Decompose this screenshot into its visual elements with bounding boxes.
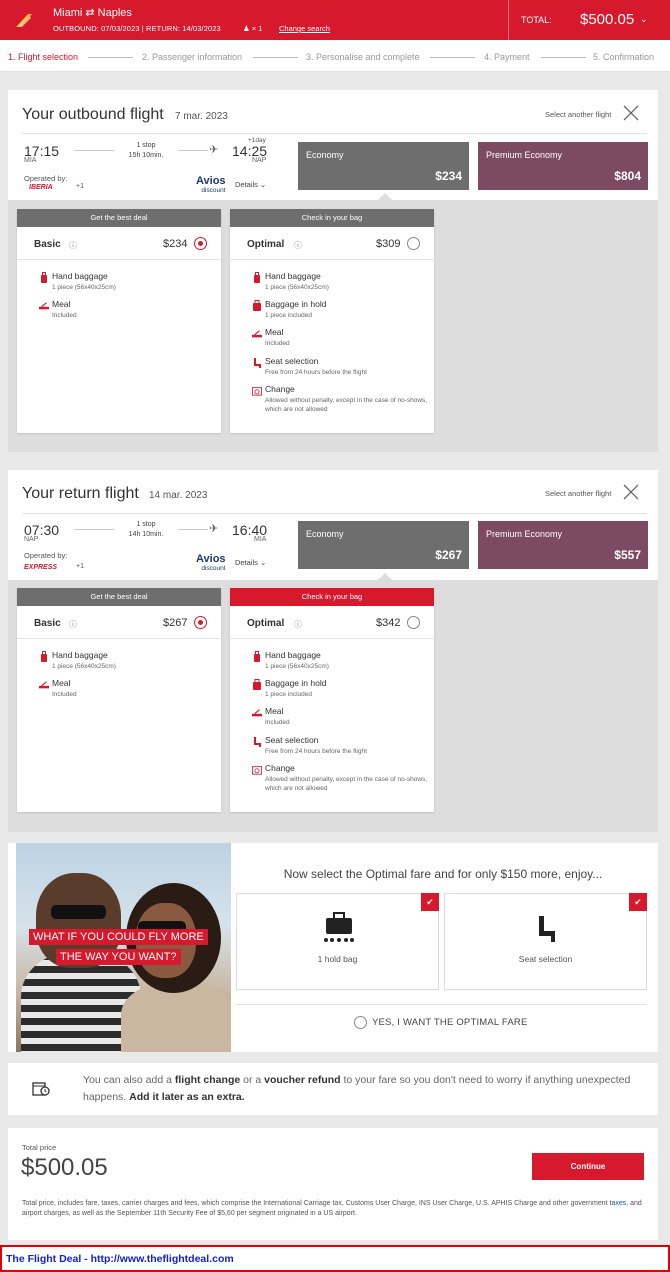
- cabin-label: Economy: [306, 150, 344, 160]
- avios-discount-logo: [196, 554, 226, 574]
- info-icon[interactable]: ⓘ: [69, 241, 77, 250]
- flightdeal-watermark: [0, 1245, 670, 1272]
- details-label: Details: [235, 180, 258, 189]
- optimal-fare-card[interactable]: [230, 209, 434, 433]
- outbound-date: 7 mar. 2023: [175, 111, 228, 122]
- feature-sub: Free from 24 hours before the flight: [265, 748, 367, 755]
- feature-title: Seat selection: [265, 735, 319, 745]
- chevron-down-icon: ⌄: [260, 558, 267, 567]
- plane-icon: ✈: [209, 523, 219, 535]
- flight-change-highlight: flight change: [174, 1074, 241, 1086]
- selected-cabin-pointer: [378, 573, 392, 580]
- cabin-price: $267: [435, 548, 462, 562]
- fare-banner: Check in your bag: [230, 588, 434, 606]
- fare-name: Basic: [34, 618, 61, 629]
- benefit-label: 1 hold bag: [317, 954, 358, 964]
- premium-economy-cabin-button[interactable]: [478, 521, 648, 569]
- hand-baggage-icon: [39, 651, 49, 663]
- feature-title: Hand baggage: [265, 271, 321, 281]
- airline-logo: EXPRESS: [24, 564, 58, 571]
- cabin-price: $804: [614, 169, 641, 183]
- fare-name: Optimal: [247, 618, 285, 629]
- optimal-fare-radio[interactable]: [407, 616, 420, 629]
- close-icon[interactable]: [623, 484, 639, 500]
- disclaimer-text: , and airport charges, as well as the September 11th Security Fee of $5,60 per segment originated in a US airport.: [22, 1200, 642, 1217]
- calendar-clock-icon: [32, 1081, 50, 1097]
- info-icon[interactable]: ⓘ: [69, 620, 77, 629]
- return-flight-card: [8, 470, 658, 580]
- continue-button[interactable]: Continue: [532, 1153, 644, 1180]
- disclaimer-text: Total price, includes fare, taxes, carrier charges and fees, which comprise the International Carriage tax, Customs User Charge, INS User Charge, U.S. APHIS Charge and other government: [22, 1200, 610, 1207]
- optimal-fare-opt-in-label[interactable]: YES, I WANT THE OPTIMAL FARE: [372, 1017, 528, 1028]
- fare-price: $309: [376, 238, 401, 250]
- feature-sub: 1 piece (56x40x25cm): [52, 663, 116, 670]
- feature-sub: Free from 24 hours before the flight: [265, 369, 367, 376]
- avios-name: Avios: [196, 175, 226, 187]
- chevron-down-icon: ⌄: [260, 180, 267, 189]
- arrival-time: 16:40: [232, 522, 268, 538]
- hold-baggage-icon: [252, 300, 262, 312]
- extras-info: [8, 1063, 658, 1115]
- feature-sub: 1 piece (56x40x25cm): [52, 284, 116, 291]
- cabin-price: $234: [435, 169, 462, 183]
- fare-name: Optimal: [247, 239, 285, 250]
- info-icon[interactable]: ⓘ: [294, 241, 302, 250]
- feature-title: Meal: [52, 678, 71, 688]
- details-label: Details: [235, 558, 258, 567]
- calendar-change-icon: [252, 385, 262, 397]
- passenger-count-value: × 1: [251, 24, 263, 33]
- plane-icon: ✈: [209, 144, 219, 156]
- hand-baggage-icon: [252, 272, 262, 284]
- taxes-link[interactable]: taxes: [609, 1200, 627, 1207]
- meal-icon: [252, 707, 262, 719]
- avios-sub: discount: [201, 187, 226, 194]
- header-divider: [508, 0, 509, 40]
- stop-count: 1 stop: [136, 521, 156, 528]
- route-title: Miami ⇄ Naples: [53, 7, 132, 19]
- feature-sub: Included: [265, 340, 290, 347]
- basic-fare-card[interactable]: [17, 588, 221, 812]
- hand-baggage-icon: [39, 272, 49, 284]
- suitcase-icon: [321, 912, 357, 944]
- trip-dates: OUTBOUND: 07/03/2023 | RETURN: 14/03/2023: [53, 24, 221, 33]
- progress-steps: [0, 40, 670, 72]
- feature-title: Meal: [265, 706, 284, 716]
- arrival-code: NAP: [252, 157, 267, 164]
- feature-sub: 1 piece (56x40x25cm): [265, 663, 329, 670]
- price-disclaimer: [22, 1199, 642, 1219]
- step-line: [430, 57, 475, 58]
- fare-banner: Get the best deal: [17, 209, 221, 227]
- seat-icon: [252, 357, 262, 369]
- airline-logo: IBERIA: [29, 184, 53, 191]
- feature-sub: Included: [265, 719, 290, 726]
- seat-icon: [252, 736, 262, 748]
- feature-title: Hand baggage: [52, 650, 108, 660]
- feature-title: Baggage in hold: [265, 299, 327, 309]
- info-icon[interactable]: ⓘ: [294, 620, 302, 629]
- stops-info: [111, 520, 181, 540]
- step-passenger-information: 2. Passenger information: [142, 52, 243, 62]
- hand-baggage-icon: [252, 651, 262, 663]
- return-title: Your return flight: [22, 485, 139, 502]
- divider: [17, 638, 221, 639]
- arrival-code: MIA: [254, 536, 267, 543]
- optimal-fare-radio[interactable]: [407, 237, 420, 250]
- step-flight-selection: 1. Flight selection: [8, 52, 79, 62]
- add-later-highlight: Add it later as an extra.: [129, 1091, 245, 1103]
- optimal-upsell-banner: [8, 843, 658, 1052]
- meal-icon: [252, 328, 262, 340]
- duration: 15h 10min.: [128, 152, 164, 159]
- premium-economy-cabin-button[interactable]: [478, 142, 648, 190]
- feature-title: Change: [265, 384, 295, 394]
- total-price-section: [8, 1128, 658, 1240]
- flight-line: [178, 529, 208, 530]
- fare-banner: Check in your bag: [230, 209, 434, 227]
- total-value[interactable]: $500.05: [580, 11, 635, 28]
- iberia-logo-icon: [14, 10, 34, 30]
- fare-name: Basic: [34, 239, 61, 250]
- select-another-return[interactable]: Select another flight: [545, 489, 612, 498]
- feature-sub: 1 piece (56x40x25cm): [265, 284, 329, 291]
- step-payment: 4. Payment: [484, 52, 530, 62]
- operated-by: Operated by:: [24, 174, 68, 183]
- duration: 14h 10min.: [128, 531, 164, 538]
- feature-sub: Allowed without penalty, except in the case of no-shows, which are not allowed: [265, 397, 428, 413]
- seat-icon: [535, 914, 559, 944]
- return-date: 14 mar. 2023: [149, 490, 208, 501]
- person-icon: ♟: [243, 24, 250, 33]
- promo-overlay-line1: WHAT IF YOU COULD FLY MORE: [29, 929, 208, 945]
- feature-title: Seat selection: [265, 356, 319, 366]
- feature-sub: 1 piece included: [265, 312, 312, 319]
- voucher-refund-highlight: voucher refund: [264, 1074, 341, 1086]
- feature-title: Baggage in hold: [265, 678, 327, 688]
- promo-headline: Now select the Optimal fare and for only $150 more, enjoy...: [283, 867, 603, 881]
- check-icon: ✔: [421, 893, 439, 911]
- basic-fare-radio[interactable]: [194, 616, 207, 629]
- feature-title: Hand baggage: [265, 650, 321, 660]
- stops-info: [111, 141, 181, 161]
- hold-baggage-icon: [252, 679, 262, 691]
- extras-text-part: You can also add a: [83, 1074, 175, 1086]
- total-label: TOTAL:: [521, 15, 552, 25]
- avios-discount-logo: [196, 176, 226, 196]
- plus-day: +1day: [248, 137, 266, 144]
- divider: [230, 638, 434, 639]
- total-price-label: Total price: [22, 1143, 57, 1152]
- optimal-fare-opt-in-radio[interactable]: [354, 1016, 367, 1029]
- details-link[interactable]: [235, 180, 266, 189]
- outbound-fares-panel: [8, 200, 658, 452]
- basic-fare-card[interactable]: [17, 209, 221, 433]
- cabin-label: Premium Economy: [486, 529, 563, 539]
- change-search-link[interactable]: Change search: [279, 24, 330, 33]
- step-line: [541, 57, 586, 58]
- flight-line: [74, 150, 114, 151]
- extras-text: [83, 1072, 648, 1106]
- economy-cabin-button[interactable]: [298, 521, 469, 569]
- operated-by: Operated by:: [24, 551, 68, 560]
- details-link[interactable]: [235, 558, 266, 567]
- cabin-price: $557: [614, 548, 641, 562]
- divider: [17, 259, 221, 260]
- watermark-text: The Flight Deal - http://www.theflightdeal.com: [6, 1253, 234, 1265]
- select-another-outbound[interactable]: Select another flight: [545, 110, 612, 119]
- basic-fare-radio[interactable]: [194, 237, 207, 250]
- promo-photo: [16, 843, 231, 1052]
- photo-shape: [121, 983, 231, 1052]
- stop-count: 1 stop: [136, 142, 156, 149]
- departure-code: MIA: [24, 157, 37, 164]
- cabin-label: Premium Economy: [486, 150, 563, 160]
- step-confirmation: 5. Confirmation: [593, 52, 655, 62]
- fare-price: $267: [163, 617, 188, 629]
- feature-title: Change: [265, 763, 295, 773]
- promo-overlay-line2: THE WAY YOU WANT?: [56, 949, 181, 965]
- feature-sub: Included: [52, 312, 77, 319]
- divider: [230, 259, 434, 260]
- feature-title: Meal: [52, 299, 71, 309]
- divider: [22, 133, 647, 134]
- return-fares-panel: [8, 580, 658, 832]
- top-header: [0, 0, 670, 40]
- benefit-label: Seat selection: [518, 954, 573, 964]
- avios-sub: discount: [201, 565, 226, 572]
- photo-shape: [51, 905, 106, 919]
- extra-airlines: +1: [76, 563, 84, 570]
- step-personalise: 3. Personalise and complete: [306, 52, 420, 62]
- optimal-fare-card[interactable]: [230, 588, 434, 812]
- departure-time: 17:15: [24, 143, 60, 159]
- chevron-down-icon[interactable]: ⌄: [640, 14, 648, 24]
- fare-price: $342: [376, 617, 401, 629]
- hold-bag-benefit: [236, 893, 439, 990]
- selected-cabin-pointer: [378, 193, 392, 200]
- fare-price: $234: [163, 238, 188, 250]
- cabin-label: Economy: [306, 529, 344, 539]
- meal-icon: [39, 679, 49, 691]
- feature-title: Meal: [265, 327, 284, 337]
- step-line: [253, 57, 298, 58]
- extras-text-part: or a: [240, 1074, 265, 1086]
- flight-line: [178, 150, 208, 151]
- feature-sub: Allowed without penalty, except in the case of no-shows, which are not allowed: [265, 776, 428, 792]
- total-price-value: $500.05: [21, 1154, 108, 1181]
- close-icon[interactable]: [623, 105, 639, 121]
- passenger-count: [243, 24, 262, 33]
- avios-name: Avios: [196, 553, 226, 565]
- outbound-title: Your outbound flight: [22, 106, 164, 123]
- departure-time: 07:30: [24, 522, 60, 538]
- seat-selection-benefit: [444, 893, 647, 990]
- calendar-change-icon: [252, 764, 262, 776]
- departure-code: NAP: [24, 536, 39, 543]
- economy-cabin-button[interactable]: [298, 142, 469, 190]
- outbound-flight-card: [8, 90, 658, 200]
- feature-sub: 1 piece included: [265, 691, 312, 698]
- arrival-time: 14:25: [232, 143, 268, 159]
- fare-banner: Get the best deal: [17, 588, 221, 606]
- divider: [22, 513, 647, 514]
- feature-title: Hand baggage: [52, 271, 108, 281]
- step-line: [88, 57, 133, 58]
- divider: [236, 1004, 647, 1005]
- extras-text-part: to your fare so you don't need to worry if anything unexpected happens.: [83, 1074, 631, 1103]
- feature-sub: Included: [52, 691, 77, 698]
- meal-icon: [39, 300, 49, 312]
- check-icon: ✔: [629, 893, 647, 911]
- extra-airlines: +1: [76, 183, 84, 190]
- flight-line: [74, 529, 114, 530]
